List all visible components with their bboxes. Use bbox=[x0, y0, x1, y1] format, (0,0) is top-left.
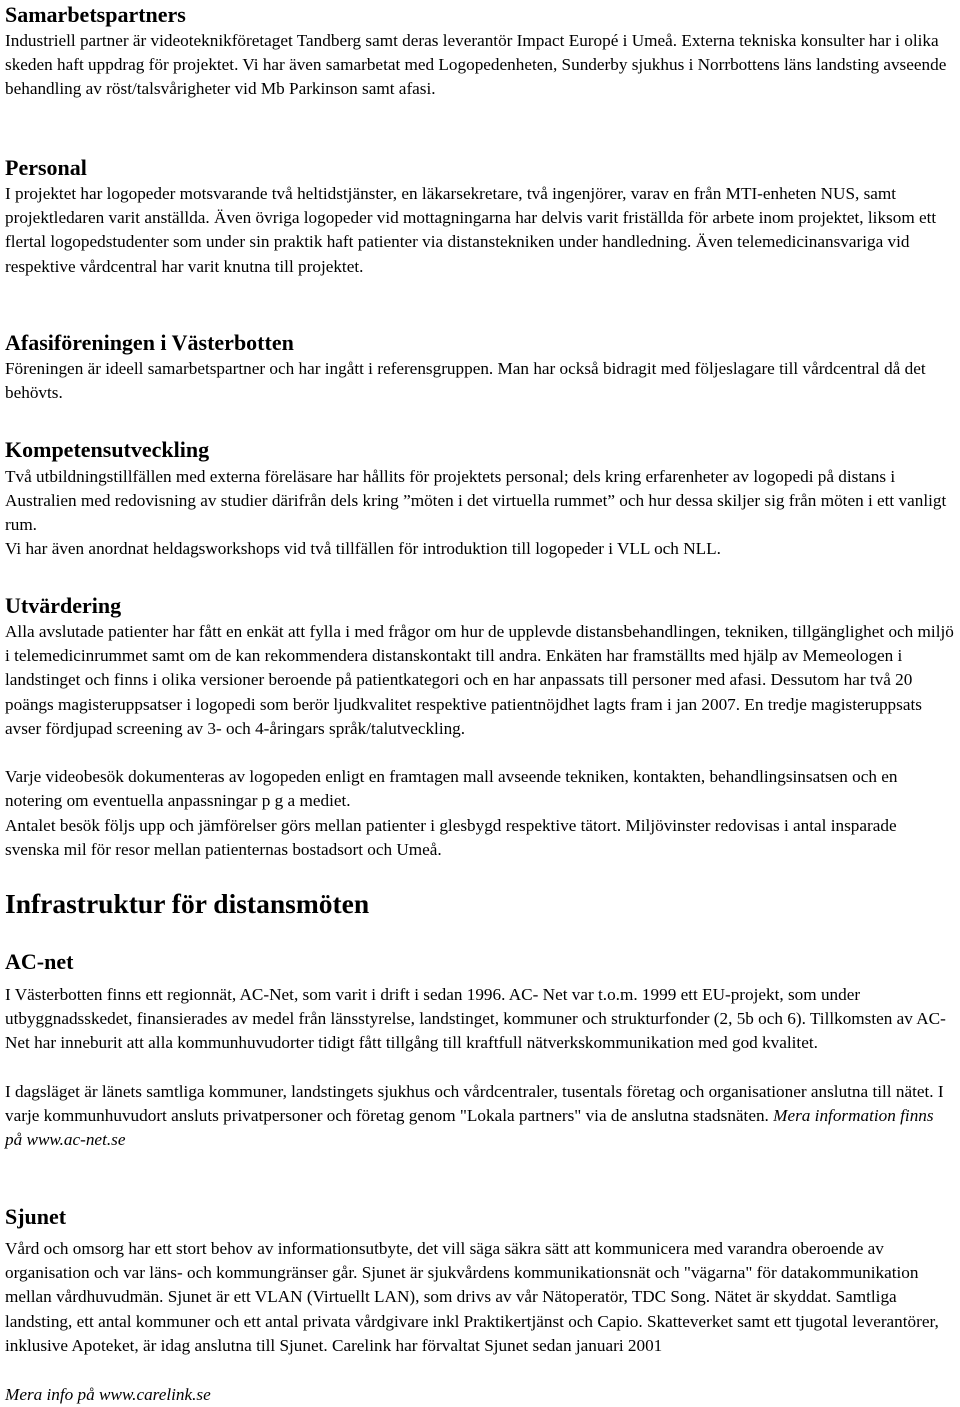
heading-personal: Personal bbox=[5, 155, 87, 180]
utvardering-text-1: Alla avslutade patienter har fått en enkät att fylla i med frågor om hur de upplevde distansbehandlingen, tekniken, tillgänglighet och miljö i telemedicinrummet samt om de kan rekommendera distanskontakt till andra. Enkäten har framställts med hjälp av Memeologen i landstinget och finns i olika versioner beroende på patientkategori och en har anpassats till personer med afasi. Dessutom har två 20 poängs magisteruppsatser i logopedi som berör ljudkvalitet respektive patientnöjdhet lagts fram i jan 2007. En tredje magisteruppsats avser fördjupad screening av 3- och 4-åringars språk/talutveckling. bbox=[5, 622, 954, 738]
acnet-text-2 bbox=[5, 1080, 955, 1153]
heading-afasiforeningen: Afasiföreningen i Västerbotten bbox=[5, 330, 294, 355]
heading-kompetensutveckling: Kompetensutveckling bbox=[5, 437, 210, 462]
personal-text: I projektet har logopeder motsvarande två heltidstjänster, en läkarsekretare, två ingenjörer, varav en från MTI-enheten NUS, samt projektledaren varit anställda. Även övriga logopeder vid mottagningarna har delvis varit friställda för arbete inom projektet, liksom ett flertal logopedstudenter som under sin praktik haft patienter via distanstekniken under handledning. Även telemedicinansvariga vid respektive vårdcentral har varit knutna till projektet. bbox=[5, 184, 937, 276]
acnet-text-2-body: I dagsläget är länets samtliga kommuner, landstingets sjukhus och vårdcentraler, tusentals företag och organisationer anslutna till nätet. I varje kommunhuvudort ansluts privatpersoner och företag genom "Lokala partners" via de anslutna stadsnäten. bbox=[5, 1082, 944, 1126]
heading-samarbetspartners: Samarbetspartners bbox=[5, 2, 186, 27]
samarbetspartners-text: Industriell partner är videoteknikföretaget Tandberg samt deras leverantör Impact Europé i Umeå. Externa tekniska konsulter har i olika skeden haft uppdrag för projektet. Vi har även samarbetat med Logopedenheten, Sunderby sjukhus i Norrbottens läns landsting avseende behandling av röst/talsvårigheter vid Mb Parkinson samt afasi. bbox=[5, 31, 947, 99]
afasiforeningen-text: Föreningen är ideell samarbetspartner och har ingått i referensgruppen. Man har också bidragit med följeslagare till vårdcentral då det behövts. bbox=[5, 359, 926, 403]
heading-infrastruktur: Infrastruktur för distansmöten bbox=[5, 888, 370, 919]
heading-acnet: AC-net bbox=[5, 949, 74, 974]
kompetensutveckling-text-1: Två utbildningstillfällen med externa föreläsare har hållits för projektets personal; dels kring erfarenheter av logopedi på distans i Australien med redovisning av studier därifrån dels kring ”möten i det virtuella rummet” och hur dessa skiljer sig från möten i ett vanligt rum. bbox=[5, 467, 947, 535]
heading-utvardering: Utvärdering bbox=[5, 593, 122, 618]
utvardering-text-3: Antalet besök följs upp och jämförelser görs mellan patienter i glesbygd respektive tätort. Miljövinster redovisas i antal insparade svenska mil för resor mellan patienternas bostadsort och Umeå. bbox=[5, 816, 897, 860]
kompetensutveckling-text-2: Vi har även anordnat heldagsworkshops vid två tillfällen för introduktion till logopeder i VLL och NLL. bbox=[5, 539, 721, 558]
acnet-more-info-link[interactable]: Mera information finns på www.ac-net.se bbox=[5, 1106, 934, 1150]
sjunet-text: Vård och omsorg har ett stort behov av informationsutbyte, det vill säga säkra sätt att kommunicera med varandra oberoende av organisation och var läns- och kommungränser går. Sjunet är sjukvårdens kommunikationsnät och "vägarna" för datakommunikation mellan vårdhuvudmän. Sjunet är ett VLAN (Virtuellt LAN), som drivs av vår Nätoperatör, TDC Song. Nätet är skyddat. Samtliga landsting, ett antal kommuner och ett antal privata vårdgivare inkl Praktikertjänst och Capio. Skatteverket samt ett tjugotal leverantörer, inklusive Apoteket, är idag anslutna till Sjunet. Carelink har förvaltat Sjunet sedan januari 2001 bbox=[5, 1239, 939, 1355]
utvardering-text-2: Varje videobesök dokumenteras av logopeden enligt en framtagen mall avseende tekniken, kontakten, behandlingsinsatsen och en notering om eventuella anpassningar p g a mediet. bbox=[5, 767, 898, 811]
acnet-text-1: I Västerbotten finns ett regionnät, AC-Net, som varit i drift i sedan 1996. AC- Net var t.o.m. 1999 ett EU-projekt, som under utbyggnadsskedet, finansierades av medel från länsstyrelse, landstinget, kommuner och strukturfonder (2, 5b och 6). Tillkomsten av AC-Net har inneburit att alla kommunhuvudorter tidigt fått tillgång till kraftfull nätverkskommunikation med god kvalitet. bbox=[5, 985, 946, 1053]
sjunet-more-info-link[interactable]: Mera info på www.carelink.se bbox=[5, 1385, 211, 1404]
heading-sjunet: Sjunet bbox=[5, 1204, 67, 1229]
